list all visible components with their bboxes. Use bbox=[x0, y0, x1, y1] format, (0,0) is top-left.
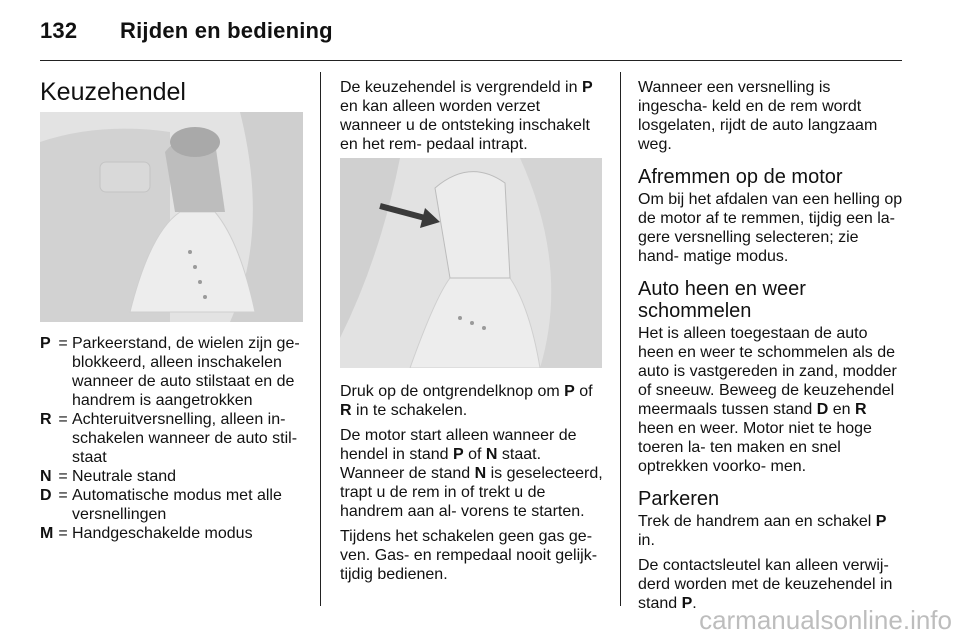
paragraph: Trek de handrem aan en schakel P in. bbox=[638, 513, 887, 549]
release-button-photo bbox=[340, 158, 602, 368]
heading-rocking: Auto heen en weer schommelen bbox=[638, 278, 806, 322]
page-title: Keuzehendel bbox=[40, 78, 186, 106]
column-divider-2 bbox=[620, 72, 621, 606]
section-title: Rijden en bediening bbox=[120, 18, 333, 43]
paragraph: Tijdens het schakelen geen gas ge- ven. Gas- en rempedaal nooit gelijk- tijdig bedienen. bbox=[340, 528, 598, 583]
paragraph: Om bij het afdalen van een helling op de motor af te remmen, tijdig een la- gere versnelling selecteren; zie hand- matige modus. bbox=[638, 191, 903, 265]
column-3 bbox=[638, 78, 903, 619]
page-header bbox=[40, 18, 333, 44]
column-2-bottom bbox=[340, 382, 604, 590]
list-item: M = Handgeschakelde modus bbox=[40, 525, 253, 542]
paragraph: Wanneer een versnelling is ingescha- keld en de rem wordt losgelaten, rijdt de auto langzaam weg. bbox=[638, 79, 878, 153]
list-item: D = Automatische modus met alle versnellingen bbox=[40, 487, 282, 523]
column-divider-1 bbox=[320, 72, 321, 606]
heading-engine-braking: Afremmen op de motor bbox=[638, 166, 843, 188]
paragraph: De motor start alleen wanneer de hendel in stand P of N staat. Wanneer de stand N is geselecteerd, trapt u de rem in of trekt u de handrem aan al- vorens te starten. bbox=[340, 427, 603, 520]
list-item: P = Parkeerstand, de wielen zijn ge- blokkeerd, alleen inschakelen wanneer de auto stilstaat en de handrem is aangetrokken bbox=[40, 335, 300, 409]
list-item: R = Achteruitversnelling, alleen in- schakelen wanneer de auto stil- staat bbox=[40, 411, 298, 466]
paragraph: De keuzehendel is vergrendeld in P en kan alleen worden verzet wanneer u de ontsteking inschakelt en het rem- pedaal intrapt. bbox=[340, 79, 593, 153]
heading-parking: Parkeren bbox=[638, 488, 720, 510]
gear-positions-list bbox=[40, 334, 308, 543]
paragraph: Druk op de ontgrendelknop om P of R in te schakelen. bbox=[340, 383, 593, 419]
column-2-top bbox=[340, 78, 604, 160]
page-number: 132 bbox=[40, 18, 78, 43]
list-item: N = Neutrale stand bbox=[40, 468, 177, 485]
paragraph: Het is alleen toegestaan de auto heen en weer te schommelen als de auto is vastgereden in zand, modder of sneeuw. Beweeg de keuzehendel meermaals tussen stand D en R heen en weer. Motor niet te hoge toeren la- ten maken en snel optrekken voorko- men. bbox=[638, 325, 897, 475]
header-rule bbox=[40, 60, 902, 61]
watermark: carmanualsonline.info bbox=[699, 605, 952, 635]
gear-lever-photo bbox=[40, 112, 303, 322]
paragraph: De contactsleutel kan alleen verwij- derd worden met de keuzehendel in stand P. bbox=[638, 557, 893, 612]
